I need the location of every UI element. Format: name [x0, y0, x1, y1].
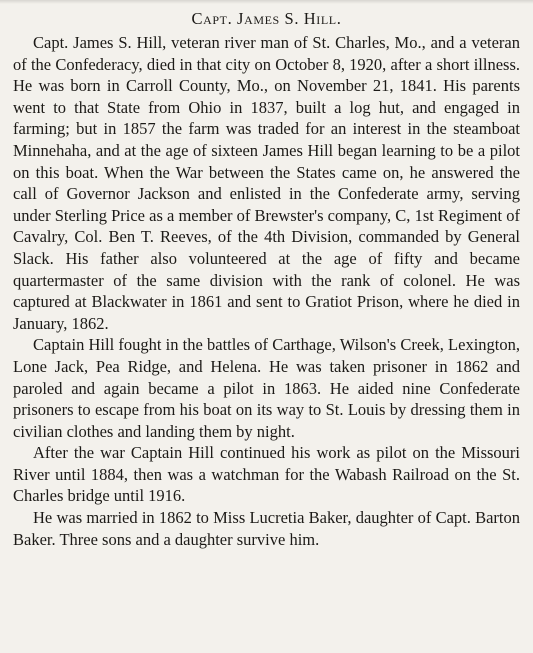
paragraph-postwar: After the war Captain Hill continued his work as pilot on the Missouri River until 1884, then was a watchman for the Wabash Railroad on the St. Charles bridge until 1916. — [13, 443, 520, 506]
paragraph-biography: Capt. James S. Hill, veteran river man of St. Charles, Mo., and a veteran of the Confederacy, died in that city on October 8, 1920, after a short illness. He was born in Carroll County, Mo., on November 21, 1841. His parents went to that State from Ohio in 1837, built a log hut, and engaged in farming; but in 1857 the farm was traded for an interest in the steamboat Minnehaha, and at the age of sixteen James Hill began learning to be a pilot on this boat. When the War between the States came on, he answered the call of Governor Jackson and enlisted in the Confederate army, serving under Sterling Price as a member of Brewster's company, C, 1st Regiment of Cavalry, Col. Ben T. Reeves, of the 4th Division, commanded by General Slack. His father also volunteered at the age of fifty and became quartermaster of the same division with the rank of colonel. He was captured at Blackwater in 1861 and sent to Gratiot Prison, where he died in January, 1862. — [13, 33, 520, 333]
paragraph-family: He was married in 1862 to Miss Lucretia Baker, daughter of Capt. Barton Baker. Three sons and a daughter survive him. — [13, 508, 520, 549]
paragraph-battles: Captain Hill fought in the battles of Carthage, Wilson's Creek, Lexington, Lone Jack, Pea Ridge, and Helena. He was taken prisoner in 1862 and paroled and again became a pilot in 1863. He aided nine Confederate prisoners to escape from his boat on its way to St. Louis by dressing them in civilian clothes and landing them by night. — [13, 335, 520, 441]
article-title: Capt. James S. Hill. — [191, 9, 342, 28]
